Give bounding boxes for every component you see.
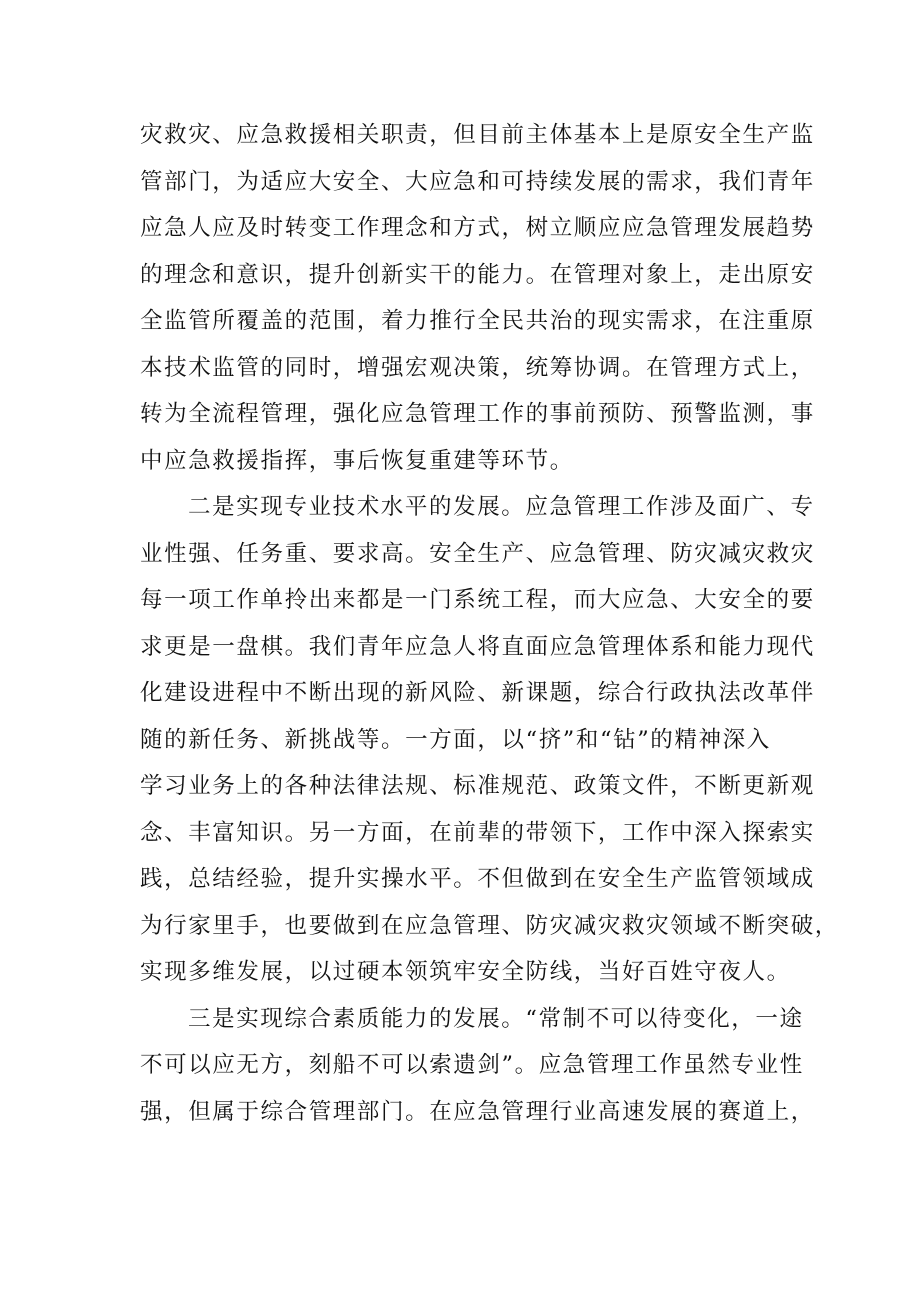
text-line: 念、丰富知识。另一方面，在前辈的带领下，工作中深入探索实	[140, 819, 815, 846]
text-line: 不可以应无方，刻船不可以索遗剑”。应急管理工作虽然专业性	[140, 1052, 804, 1078]
text-line: 中应急救援指挥，事后恢复重建等环节。	[140, 447, 574, 474]
text-line: 学习业务上的各种法律法规、标准规范、政策文件，不断更新观	[140, 773, 815, 799]
text-line: 每一项工作单拎出来都是一门系统工程，而大应急、大安全的要	[140, 587, 815, 613]
text-line: 管部门，为适应大安全、大应急和可持续发展的需求，我们青年	[140, 168, 815, 195]
text-line: 灾救灾、应急救援相关职责，但目前主体基本上是原安全生产监	[140, 122, 815, 148]
text-line: 求更是一盘棋。我们青年应急人将直面应急管理体系和能力现代	[140, 633, 815, 660]
text-line: 实现多维发展，以过硬本领筑牢安全防线，当好百姓守夜人。	[140, 959, 791, 985]
text-line: 全监管所覆盖的范围，着力推行全民共治的现实需求，在注重原	[140, 308, 815, 334]
paragraph-start-line: 二是实现专业技术水平的发展。应急管理工作涉及面广、专	[188, 494, 815, 520]
text-line: 化建设进程中不断出现的新风险、新课题，综合行政执法改革伴	[140, 680, 815, 706]
text-line: 践，总结经验，提升实操水平。不但做到在安全生产监管领域成	[140, 866, 815, 892]
text-line: 强，但属于综合管理部门。在应急管理行业高速发展的赛道上，	[140, 1098, 815, 1125]
text-line: 随的新任务、新挑战等。一方面，以“挤”和“钻”的精神深入	[140, 726, 771, 753]
text-line: 本技术监管的同时，增强宏观决策，统筹协调。在管理方式上，	[140, 354, 815, 381]
paragraph-start-line: 三是实现综合素质能力的发展。“常制不可以待变化，一途	[188, 1005, 804, 1032]
text-line: 业性强、任务重、要求高。安全生产、应急管理、防灾减灾救灾	[140, 540, 815, 567]
body-text	[140, 112, 839, 1135]
text-line: 为行家里手，也要做到在应急管理、防灾减灾救灾领域不断突破，	[140, 912, 839, 939]
text-line: 转为全流程管理，强化应急管理工作的事前预防、预警监测，事	[140, 401, 815, 427]
text-line: 的理念和意识，提升创新实干的能力。在管理对象上，走出原安	[140, 261, 815, 288]
text-line: 应急人应及时转变工作理念和方式，树立顺应应急管理发展趋势	[140, 215, 815, 241]
